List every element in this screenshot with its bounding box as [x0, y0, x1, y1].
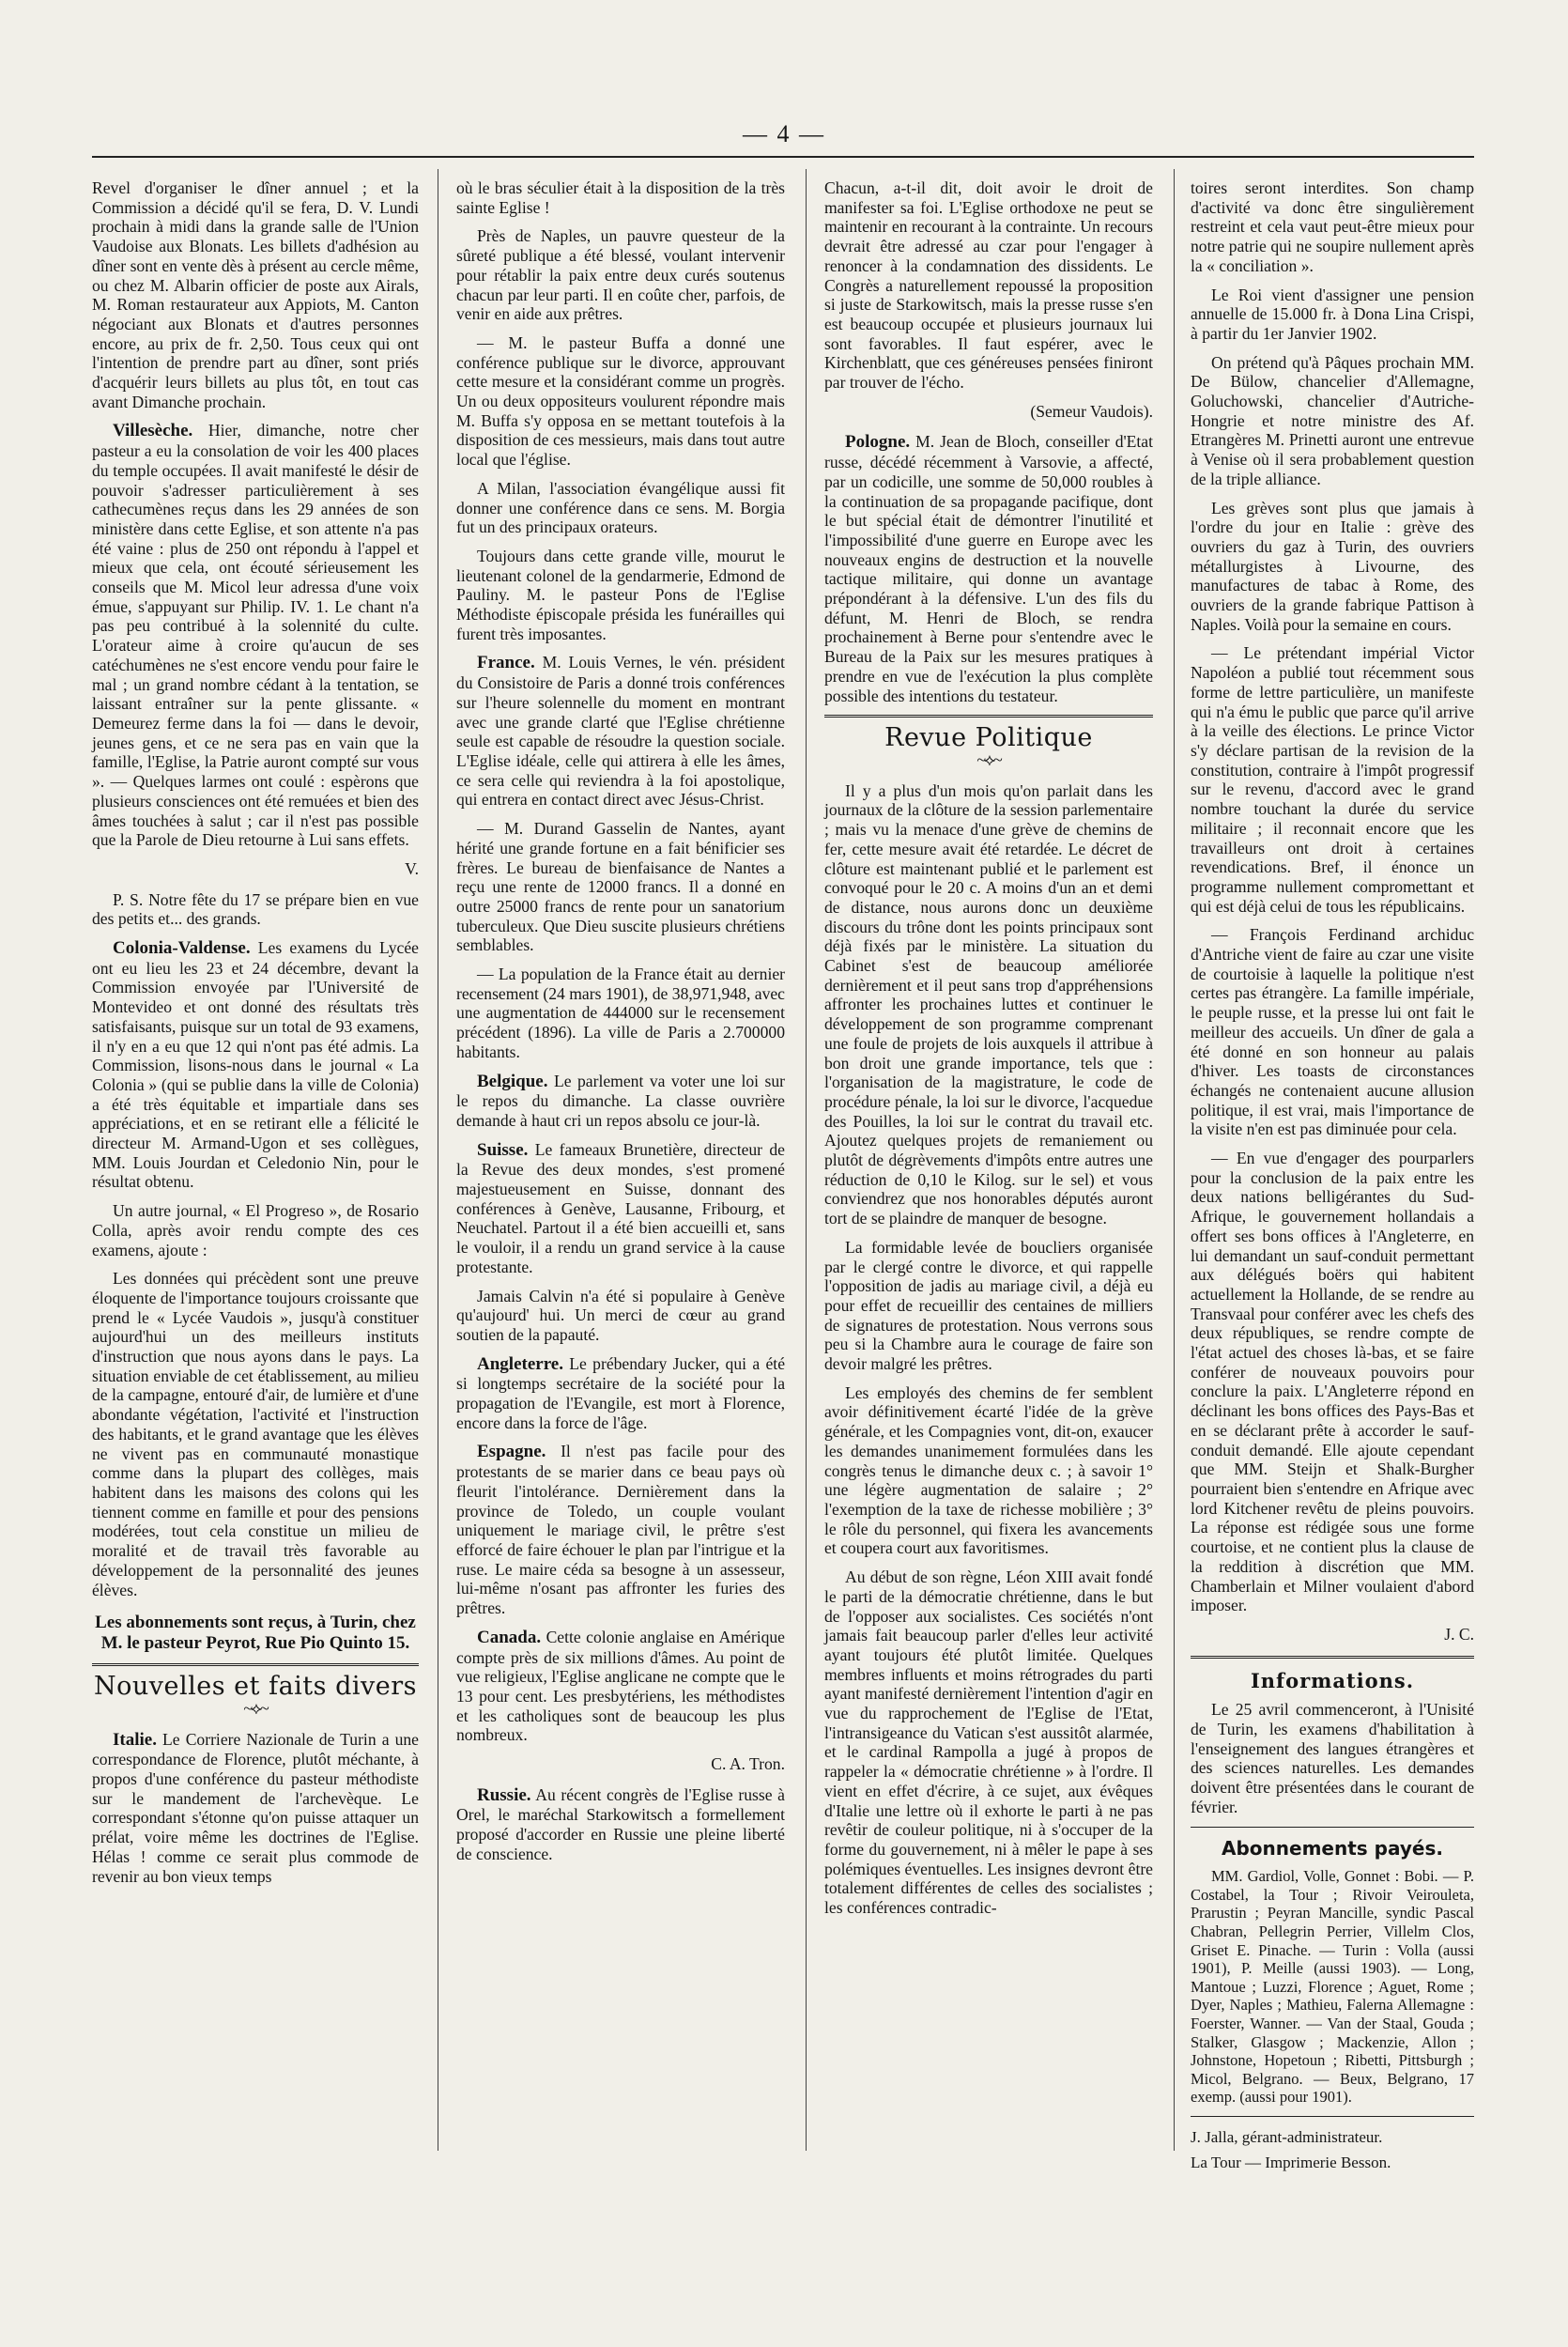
article-employes: Les employés des chemins de fer semblent avoir définitivement écarté l'idée de la grève générale, et les Compagnies vont, dit-on, exaucer les demandes unanimement formulées dans les congrès tenus le dimanche deux c. ; à savoir 1° une légère augmentation de salaire ; 2° l'exemption de la taxe de richesse mobilière ; 3° le rôle du personnel, qui fixera les avancements et coupera court aux favoritismes.: [824, 1382, 1153, 1558]
article-gasselin: — M. Durand Gasselin de Nantes, ayant hérité une grande fortune en a fait bénificier ses frères. Le bureau de bienfaisance de Nantes a reçu une rente de 12000 francs. Il a donné en outre 25000 francs de rente pour un sanatorium tuberculeux. Que Dieu suscite plusieurs chrétiens semblables.: [456, 819, 785, 955]
article-napoleon: — Le prétendant impérial Victor Napoléon a publié tout récemment sous forme de lettre particulière, un manifeste qui n'a ému le public que parce qu'il arrive à la veille des élections. Le prince Victor s'y déclare partisan de la revision de la constitution, contraire à l'impôt progressif sur le revenu, d'accord avec le grand nombre touchant la durée du service militaire ; il reconnait encore que les travailleurs ont droit à certaines revendications. Bref, il énonce un programme nullement compromettant et qui est déjà celui de tous les républicains.: [1191, 643, 1474, 916]
article-clôture: Il y a plus d'un mois qu'on parlait dans les journaux de la clôture de la session parlementaire ; mais vu la menace d'une grève de chemins de fer, cette mesure avait été retardée. Le décret de clôture est maintenant publié et le parlement est convoqué pour le 20 c. A moins d'un an et demi de distance, nous aurons donc un deuxième discours du trône dont les points principaux sont déjà fixés par le ministère. La situation du Cabinet s'est de beaucoup améliorée dernièrement et il peut sans trop d'appréhensions affronter les prochaines luttes et continuer le développement de son programme comprenant une foule de projets de lois auxquels il attribue à bon droit une grande importance, tels que : l'organisation de la magistrature, le code de procédure pénale, la loi sur le divorce, l'acquedue des Pouilles, la loi sur le contrat du travail etc. Ajoutez quelques projets de remaniement ou plutôt de dégrèvements d'impôts entre autres une réduction de 0,10 le Kilog. sur le sel) et vous conviendrez que nos honorables députés auront tort de se plaindre de manquer de besogne.: [824, 780, 1153, 1228]
abonnements-list: MM. Gardiol, Volle, Gonnet : Bobi. — P. Costabel, la Tour ; Rivoir Veirouleta, Prarustin ; Peyran Mancille, syndic Pascal Chabran, Pellegrin Perrier, Villelm Clos, Griset E. Pinache. — Turin : Volla (aussi 1901), P. Meille (aussi 1903). — Long, Mantoue ; Luzzi, Florence ; Aguet, Rome ; Dyer, Naples ; Mathieu, Falerna Allemagne : Foerster, Wanner. — Van der Staal, Gouda ; Stalker, Glasgow ; Mackenzie, Allon ; Johnstone, Hopetoun ; Ribetti, Pittsburgh ; Micol, Belgrano. — Beux, Belgrano, 17 exemp. (aussi pour 1901).: [1191, 1867, 1474, 2107]
france-text: M. Louis Vernes, le vén. président du Consistoire de Paris a donné trois conférences sur l'heure solennelle du moment en montrant avec une grande clarté que l'Eglise chrétienne seule est capable de résoudre la question sociale. L'Eglise idéale, celle qui attirera à elle les âmes, ce sera celle qui reviendra à la foi apostolique, qui entrera en contact direct avec Jésus-Christ.: [456, 653, 785, 810]
villeseche-text: Hier, dimanche, notre cher pasteur a eu la consolation de voir les 400 places du temple occupées. Il avait manifesté le désir de pouvoir s'adresser particulièrement à ses cathecumènes reçus dans les 29 années de son ministère dans cette Eglise, et son attente n'a pas été vaine : plus de 250 ont répondu à l'appel et mieux que cela, ont écouté sérieusement les conseils que M. Micol leur adressa d'une voix émue, s'appuyant sur Philip. IV. 1. Le chant n'a pas peu contribué à la solennité du culte. L'orateur aime à croire qu'aucun de ses catéchumènes ne s'est encore vendu pour faire le mal ; un grand nombre cédant à la tentation, se laissant entraîner sur la pente glissante. « Demeurez ferme dans la foi — dans le devoir, jeunes gens, et ce ne sera pas en vain que la famille, l'Eglise, la Patrie auront compté sur vous ». — Quelques larmes ont coulé : espèrons que plusieurs consciences ont été remuées et bien des âmes touchées à salut ; car il n'est pas possible que la Parole de Dieu retourne à Lui sans effets.: [92, 421, 419, 850]
colonia-para-2: Un autre journal, « El Progreso », de Rosario Colla, après avoir rendu compte des ces examens, ajoute :: [92, 1201, 419, 1259]
article-toujours: Toujours dans cette grande ville, mourut le lieutenant colonel de la gendarmerie, Edmond de Pauliny. M. le pasteur Pons de l'Eglise Méthodiste épiscopale présida les funérailles qui furent très imposantes.: [456, 546, 785, 643]
heading-russie: Russie.: [477, 1784, 531, 1805]
angleterre-text: Le prébendary Jucker, qui a été si longtemps secrétaire de la société pour la propagation de l'Evangile, est mort à Florence, encore dans la force de l'âge.: [456, 1353, 785, 1432]
gerant-line: J. Jalla, gérant-administrateur.: [1191, 2127, 1383, 2146]
article-chacun: Chacun, a-t-il dit, doit avoir le droit de manifester sa foi. L'Eglise orthodoxe ne peut se maintenir en recourant à la contrainte. Un recours devrait être adressé au czar pour l'engager à renoncer à la condamnation des dissidents. Le Congrès a naturellement repoussé la proposition si juste de Starkowitsch, mais la presse russe s'en est beaucoup occupée et plusieurs journaux lui sont favorables. Il faut espérer, avec le Kirchenblatt, que ces généreuses pensées finiront par trouver de l'écho.: [824, 178, 1153, 393]
heading-belgique: Belgique.: [477, 1071, 548, 1091]
article-milan: A Milan, l'association évangélique aussi fit donner une conférence dans ce sens. M. Borgia fut un des principaux orateurs.: [456, 478, 785, 537]
article-greves: Les grèves sont plus que jamais à l'ordre du jour en Italie : grève des ouvriers du gaz à Turin, des ouvriers métallurgistes à Livourne, des manufactures de tabac à Rome, des ouvriers de la grande fabrique Pattison à Naples. Voilà pour la semaine en cours.: [1191, 498, 1474, 634]
article-buffa: — M. le pasteur Buffa a donné une conférence publique sur le divorce, approuvant cette mesure et la considérant comme un progrès. Un ou deux oppositeurs voulurent répondre mais M. Buffa s'y opposa en se mettant toutefois à la disposition de ces messieurs, mais dans tout autre local que l'église.: [456, 332, 785, 470]
article-toires: toires seront interdites. Son champ d'activité va donc être singulièrement restreint et cela vaut peut-être mieux pour notre patrie qui ne soupire nullement après la « conciliation ».: [1191, 178, 1474, 275]
signature-v: V.: [405, 858, 419, 878]
double-rule-2: [824, 715, 1153, 718]
column-divider-2: [806, 169, 807, 2151]
heading-italie: Italie.: [113, 1729, 157, 1750]
article-angleterre: [456, 1354, 785, 1433]
heading-france: France.: [477, 653, 535, 673]
article-population: — La population de la France était au dernier recensement (24 mars 1901), de 38,971,948, avec une augmentation de 444000 sur le recensement précédent (1896). La ville de Paris a 2.700000 habitants.: [456, 965, 785, 1061]
canada-text: Cette colonie anglaise en Amérique compte près de six millions d'âmes. Au point de vue religieux, l'Eglise anglicane ne compte que le 13 pour cent. Les presbytériens, les méthodistes et les catholiques sont de beaucoup les plus nombreux.: [456, 1627, 785, 1745]
heading-angleterre: Angleterre.: [477, 1353, 563, 1374]
column-4: [1191, 178, 1474, 2176]
heading-suisse: Suisse.: [477, 1139, 529, 1160]
russie-text: Au récent congrès de l'Eglise russe à Orel, le maréchal Starkowitsch a formellement proposé d'accorder en Russie une pleine liberté de conscience.: [456, 1784, 785, 1863]
suisse-para-2: Jamais Calvin n'a été si populaire à Genève qu'aujourd' hui. Un merci de cœur au grand soutien de la papauté.: [456, 1286, 785, 1344]
colonia-text: Les examens du Lycée ont eu lieu les 23 et 24 décembre, devant la Commission envoyée par l'Université de Montevideo et ont donné des résultats très satisfaisants, puisque sur un total de 93 examens, il n'y en a eu que 12 qui n'ont pas été admis. La Commission, lisons-nous dans le journal « La Colonia » (qui se publie dans la ville de Colonia) a été très équitable et impartiale dans ses appréciations, et en se retirant elle a félicité le directeur M. Armand-Ugon et ses collègues, MM. Louis Jourdan et Celedonio Nin, pour le résultat obtenu.: [92, 938, 419, 1192]
imprimerie-line: La Tour — Imprimerie Besson.: [1191, 2153, 1391, 2171]
article-info: Le 25 avril commenceront, à l'Unisité de Turin, les examens d'habilitation à l'enseignement des langues étrangères et des sciences naturelles. Les demandes doivent être présentées dans le courant de février.: [1191, 1700, 1474, 1816]
column-2: [456, 178, 785, 1874]
single-rule: [1191, 1827, 1474, 1828]
article-formidable: La formidable levée de boucliers organisée par le clergé contre le divorce, et qui rappelle l'opposition de jadis au mariage civil, a déjà eu pour effet de recueillir des centaines de milliers de signatures de protestation. Nous verrons sous peu si la Chambre aura le courage de faire son devoir malgré les prêtres.: [824, 1237, 1153, 1374]
double-rule: [92, 1663, 419, 1666]
source-semeur: (Semeur Vaudois).: [1030, 401, 1153, 421]
pologne-text: M. Jean de Bloch, conseiller d'Etat russe, décédé récemment à Varsovie, a affecté, par un codicille, une somme de 50,000 roubles à la continuation de sa propagande pacifique, dont le but spécial était de démontrer l'inutilité et l'impossibilité d'une guerre en Europe avec les nouveaux engins de destruction et la nouvelle tactique militaire, qui donne un avantage prépondérant à la défensive. L'un des fils du défunt, M. Henri de Bloch, se rendra prochainement à Berne pour s'entendre avec le Bureau de la Paix sur les mesures pratiques à prendre en vue de l'exécution la plus complète possible des intentions du testateur.: [824, 432, 1153, 705]
article-france: [456, 653, 785, 810]
signature-tron: C. A. Tron.: [711, 1754, 785, 1774]
section-title-nouvelles: Nouvelles et faits divers: [93, 1672, 418, 1702]
heading-pologne: Pologne.: [845, 432, 911, 453]
column-1: [92, 178, 419, 1895]
section-title-informations: Informations.: [1250, 1668, 1415, 1692]
article-roi: Le Roi vient d'assigner une pension annuelle de 15.000 fr. à Dona Lina Crispi, à partir du 1er Janvier 1902.: [1191, 285, 1474, 343]
column-3: [824, 178, 1153, 1927]
section-title-revue: Revue Politique: [884, 723, 1093, 753]
article-suisse: [456, 1140, 785, 1277]
ornament-divider: ~⟡~: [243, 1698, 268, 1718]
article-ferdinand: — François Ferdinand archiduc d'Antriche vient de faire au czar une visite de courtoisie à laquelle la politique n'est certes pas étrangère. La famille impériale, le peuple russe, et la presse lui ont fait le meilleur des accueils. Un dîner de gala a été donné en son honneur au palais d'hiver. Les toasts de circonstances échangés ne contenaient aucune allusion politique, il est vrai, mais l'importance de la visite n'en est pas diminuée pour cela.: [1191, 925, 1474, 1139]
article-paques: On prétend qu'à Pâques prochain MM. De Bülow, chancelier d'Allemagne, Goluchowski, chancelier d'Autriche-Hongrie et notre ministre des Af. Etrangères M. Prinetti auront une entrevue à Venise où il sera probablement question de la triple alliance.: [1191, 352, 1474, 488]
article-belgique: [456, 1072, 785, 1131]
article-espagne: [456, 1442, 785, 1617]
column-divider-3: [1174, 169, 1175, 2151]
article-revel: Revel d'organiser le dîner annuel ; et la Commission a décidé qu'il se fera, D. V. Lundi prochain à midi dans la grande salle de l'Union Vaudoise aux Blonats. Les billets d'adhésion au dîner sont en vente dès à présent au cercle même, ou chez M. Albarin officier de poste aux Airals, M. Roman restaurateur aux Appiots, M. Canton négociant aux Blonats et d'autres personnes encore, au prix de fr. 2,50. Tous ceux qui ont l'intention de prendre part au dîner, sont priés d'acquérir leurs billets au plus tôt, en tout cas avant Dimanche prochain.: [92, 178, 419, 411]
double-rule-3: [1191, 1656, 1474, 1659]
espagne-text: Il n'est pas facile pour des protestants de se marier dans ce beau pays où fleurit l'intolérance. Dernièrement dans la province de Toledo, un couple voulant uniquement le mariage civil, le prêtre s'est efforcé de faire échouer le plan par l'intrigue et la ruse. Le maire céda sa besogne à un assesseur, lui-même n'osant pas affronter les furies des prêtres.: [456, 1442, 785, 1618]
subscription-notice: Les abonnements sont reçus, à Turin, chez M. le pasteur Peyrot, Rue Pio Quinto 15.: [95, 1613, 416, 1654]
heading-villeseche: Villesèche.: [113, 421, 193, 441]
article-russie: [456, 1785, 785, 1864]
article-leon-xiii: Au début de son règne, Léon XIII avait fondé le parti de la démocratie chrétienne, dans le but de l'opposer aux socialistes. Ces sociétés n'ont jamais fait beaucoup parler d'elles leur activité ayant toujours été plutôt limitée. Quelques membres influents et moins rétrogrades du parti ayant manifesté dernièrement l'intention d'agir en vue du rapprochement de l'Eglise de l'Etat, l'intransigeance du Vatican s'est aussitôt alarmée, et le cardinal Rampolla a jugé à propos de rappeler la « démocratie chrétienne » à l'ordre. Il vient en effet d'écrire, à ce sujet, aux évêques d'Italie une lettre où il exhorte le parti à ne pas revêtir de couleur politique, ni à s'occuper de la forme du gouvernement, ni à mêler le pape à ses polémiques éventuelles. Les insignes devront être totalement différentes de celles des socialistes ; les conférences contradic-: [824, 1567, 1153, 1918]
top-rule: [92, 156, 1474, 158]
heading-canada: Canada.: [477, 1627, 542, 1647]
single-rule-2: [1191, 2116, 1474, 2117]
colonia-para-3: Les données qui précèdent sont une preuve éloquente de l'importance toujours croissante que prend le « Lycée Vaudois », jusqu'à constituer aujourd'hui un des meilleurs instituts d'instruction que nous ayons dans le pays. La situation enviable de cet établissement, au milieu de la campagne, entouré d'air, de lumière et d'une abondante végétation, l'activité et l'instruction des habitants, et le grand avantage que les élèves ne vivent pas en communauté monastique comme dans la plupart des collèges, mais habitent dans les maisons des colons qui les tiennent comme en famille et pour des pensions modérées, tout cela constitue un milieu de moralité et de travail très favorable au développement de la personnalité des jeunes élèves.: [92, 1269, 419, 1599]
heading-colonia: Colonia-Valdense.: [113, 938, 251, 959]
article-canada: [456, 1628, 785, 1745]
heading-espagne: Espagne.: [477, 1442, 546, 1462]
article-italie: [92, 1730, 419, 1887]
article-bras: où le bras séculier était à la disposition de la très sainte Eglise !: [456, 178, 785, 217]
ornament-divider-2: ~⟡~: [976, 749, 1001, 769]
postscript: P. S. Notre fête du 17 se prépare bien en vue des petits et... des grands.: [92, 889, 419, 929]
article-naples: Près de Naples, un pauvre questeur de la sûreté publique a été blessé, voulant intervenir pour rétablir la paix entre deux curés soutenus chacun par leur parti. Il en coûte cher, parfois, de venir en aide aux prêtres.: [456, 226, 785, 324]
article-villeseche: [92, 421, 419, 849]
belgique-text: Le parlement va voter une loi sur le repos du dimanche. La classe ouvrière demande à haut cri un repos absolu ce jour-là.: [456, 1071, 785, 1130]
page-number: — 4 —: [743, 120, 825, 147]
italie-text: Le Corriere Nazionale de Turin a une correspondance de Florence, plutôt méchante, à propos d'une conférence du pasteur méthodiste sur le mandement de l'archevèque. Le correspondant s'étonne qu'on puisse attaquer un prélat, voire même les doctrines de l'Eglise. Hélas ! comme ce serait plus commode de revenir au bon vieux temps: [92, 1729, 419, 1886]
article-pourparlers: — En vue d'engager des pourparlers pour la conclusion de la paix entre les deux nations belligérantes du Sud-Afrique, le gouvernement hollandais a offert ses bons offices à l'Angleterre, en lui demandant un sauf-conduit permettant aux délégués boërs qui habitent actuellement la Hollande, de se rendre au Transvaal pour conférer avec les chefs des deux républiques, se rendre compte de l'état actuel des choses là-bas, et se faire conférer de nouveaux pouvoirs pour conclure la paix. L'Angleterre répond en déclinant les bons offices des Pays-Bas et en se déclarant prête à accorder le sauf-conduit demandé. Elle ajoute cependant que MM. Steijn et Shalk-Burgher pourraient bien s'entendre en Afrique avec lord Kitchener revêtu de pleins pouvoirs. La réponse est rédigée sous une forme courtoise, et ne contient plus la clause de la reddition à discrétion que MM. Chamberlain et Milner voulaient d'abord imposer.: [1191, 1149, 1474, 1615]
signature-jc: J. C.: [1444, 1624, 1474, 1644]
article-pologne: [824, 432, 1153, 705]
article-colonia: [92, 938, 419, 1192]
section-title-abonnements: Abonnements payés.: [1222, 1836, 1443, 1860]
suisse-text: Le fameaux Brunetière, directeur de la Revue des deux mondes, s'est promené majestueusement en Suisse, donnant des conférences à Genève, Lausanne, Fribourg, et Neuchatel. Partout il a été bien accueilli et, sans le vouloir, il a rendu un grand service à la cause protestante.: [456, 1139, 785, 1276]
